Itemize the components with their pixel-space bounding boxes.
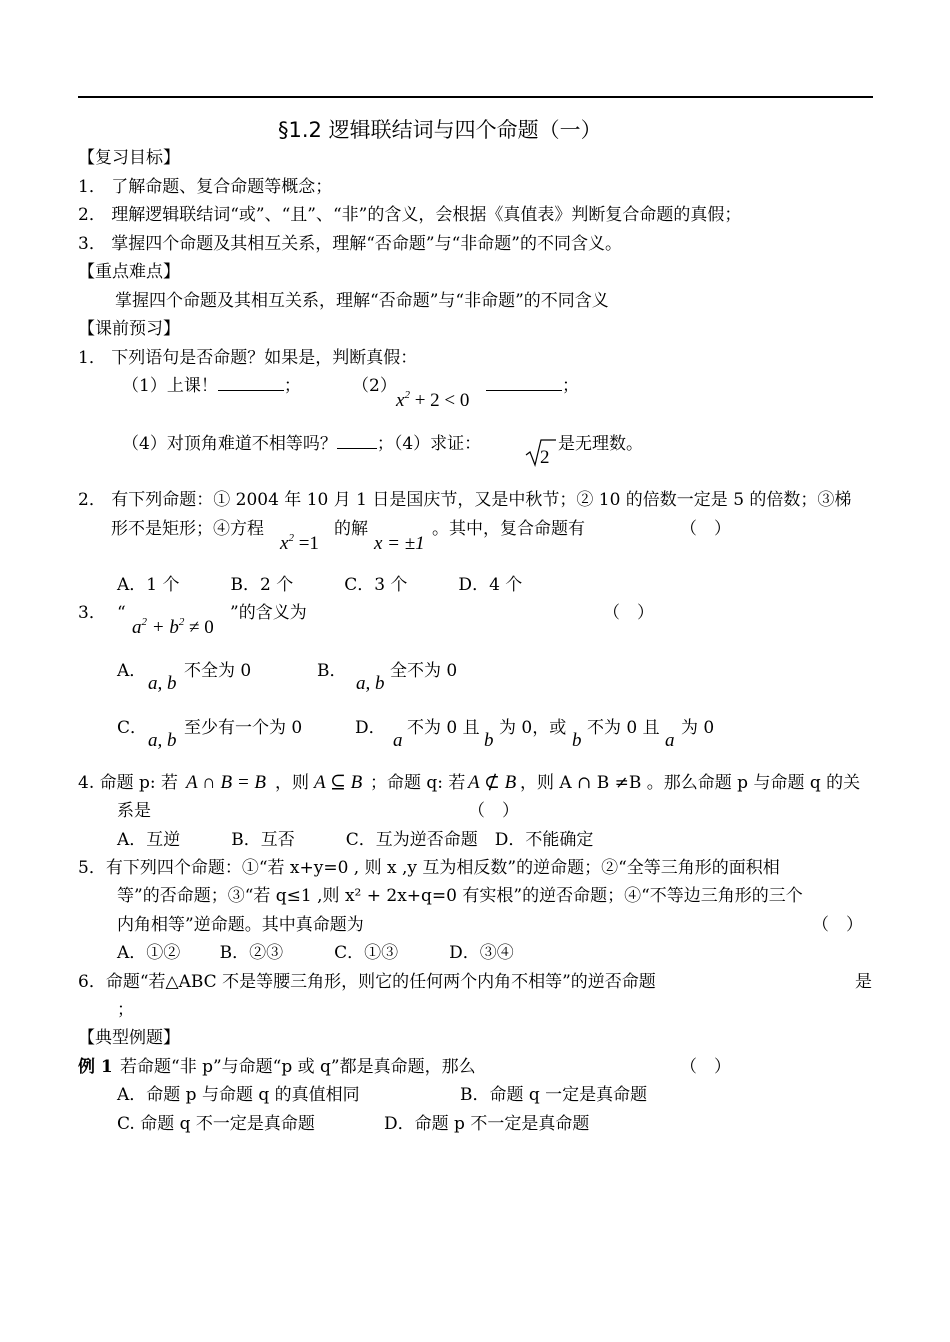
q3-option-d-var-b: b [484, 730, 494, 751]
q5-line1: 5．有下列四个命题：①“若 x+y=0 , 则 x ,y 互为相反数”的逆命题；②“全等三角形的面积相 [78, 858, 780, 878]
q3-option-c-math: a, b [148, 730, 177, 751]
answer-blank [337, 434, 377, 449]
q2-options: A．1 个 B．2 个 C．3 个 D．4 个 [117, 575, 523, 595]
q3-option-d-text4: 为 0 [681, 718, 715, 738]
q1-stem: 1． 下列语句是否命题？如果是，判断真假： [78, 348, 418, 368]
q2-line1: 2． 有下列命题：① 2004 年 10 月 1 日是国庆节，又是中秋节；② 10 的倍数一定是 5 的倍数；③梯 [78, 490, 852, 510]
answer-blank [218, 376, 284, 391]
q3-option-d-text1: 不为 0 且 [407, 718, 480, 738]
q2-line2a: 形不是矩形；④方程 [111, 519, 264, 539]
q4-answer-paren: （ ） [468, 801, 519, 821]
key-points-heading: 【重点难点】 [78, 262, 180, 282]
q4-line1b: ，则 [275, 773, 309, 793]
math-expression: + 2 < 0 [409, 390, 470, 411]
key-points-text: 掌握四个命题及其相互关系，理解“否命题”与“非命题”的不同含义 [115, 291, 609, 311]
q3-math [132, 617, 214, 639]
example-1-label: 例 1 [78, 1057, 113, 1077]
q3-option-d-label: D． [355, 718, 386, 738]
example-1-option-c: C. 命题 q 不一定是真命题 [117, 1114, 315, 1134]
q6-line2: ； [117, 1000, 134, 1020]
q1-part2-label: （2） [352, 376, 397, 396]
q4-line1c: ；命题 q: 若 [370, 773, 466, 793]
q5-answer-paren: （ ） [812, 915, 863, 935]
q4-line1d: ，则 A ∩ B ≠B 。那么命题 p 与命题 q 的关 [520, 773, 861, 793]
q1-part4-label: ；（4）求证： [376, 434, 482, 454]
review-goal-2: 2． 理解逻辑联结词“或”、“且”、“非”的含义，会根据《真值表》判断复合命题的真假； [78, 205, 742, 225]
q2-line2b: 的解 [334, 519, 368, 539]
answer-blank [486, 376, 562, 391]
q1-part1-end: ； [283, 376, 301, 396]
q3-option-c-label: C． [117, 718, 148, 738]
review-goal-1: 1． 了解命题、复合命题等概念； [78, 177, 333, 197]
math-var-a: a [132, 617, 142, 638]
q1-part2-end: ； [562, 376, 579, 396]
q3-option-d-var-a: a [393, 730, 403, 751]
q1-part3 [122, 433, 481, 455]
q3-option-d-text2: 为 0，或 [499, 718, 567, 738]
math-var-b: + b [147, 617, 179, 638]
q4-line2: 系是 [117, 801, 151, 821]
q4-line1a: 4. 命题 p: 若 [78, 773, 179, 793]
q3-option-b-math: a, b [356, 673, 385, 694]
q1-part1-label: （1）上课！ [122, 376, 218, 396]
q3-number: 3． [78, 603, 106, 623]
example-1-option-d: D．命题 p 不一定是真命题 [384, 1114, 590, 1134]
math-expression: ≠ 0 [184, 617, 214, 638]
math-exponent: 2 [141, 616, 147, 628]
q2-math2: x = ±1 [374, 533, 425, 554]
q1-part3-label: （4）对顶角难道不相等吗？ [122, 434, 337, 454]
math-exponent: 2 [178, 616, 185, 628]
q3-option-a-label: A． [117, 661, 147, 681]
example-1-answer-paren: （ ） [680, 1057, 731, 1077]
q2-line2c: 。其中，复合命题有 [432, 519, 585, 539]
math-var-x: x [396, 390, 405, 411]
q3-open-quote: “ [117, 603, 126, 623]
q1-part2-answer [486, 375, 579, 397]
example-1-option-a: A．命题 p 与命题 q 的真值相同 [117, 1085, 360, 1105]
q2-answer-paren: （ ） [680, 519, 731, 539]
q6-line1-end: 是 [855, 972, 872, 992]
q3-option-d-text3: 不为 0 且 [587, 718, 660, 738]
q1-part4-end: 是无理数。 [558, 434, 643, 454]
q3-stem: ”的含义为 [230, 603, 307, 623]
example-1-stem: 若命题“非 p”与命题“p 或 q”都是真命题，那么 [120, 1057, 476, 1077]
math-exponent: 2 [288, 532, 294, 544]
q3-option-a-math: a, b [148, 673, 177, 694]
q1-part1 [122, 375, 301, 397]
review-goal-3: 3． 掌握四个命题及其相互关系，理解“否命题”与“非命题”的不同含义。 [78, 234, 622, 254]
sqrt-radicand: 2 [540, 447, 550, 468]
q5-line2: 等”的否命题；③“若 q≤1 ,则 x² + 2x+q=0 有实根”的逆否命题；④“不等边三角形的三个 [117, 886, 803, 906]
q3-option-b-label: B． [317, 661, 347, 681]
q6-line1: 6．命题“若△ABC 不是等腰三角形，则它的任何两个内角不相等”的逆否命题 [78, 972, 656, 992]
q3-option-b-text: 全不为 0 [390, 661, 458, 681]
math-exponent: 2 [404, 389, 410, 401]
review-goals-heading: 【复习目标】 [78, 148, 180, 168]
q4-math2: A ⊆ B [314, 772, 363, 793]
examples-heading: 【典型例题】 [78, 1028, 180, 1048]
q4-math1: A ∩ B = B [186, 772, 267, 793]
q3-option-c-text: 至少有一个为 0 [184, 718, 303, 738]
q4-math3: A ⊄ B [468, 772, 517, 793]
q3-option-d-var-b2: b [572, 730, 582, 751]
q3-option-d-var-a2: a [665, 730, 675, 751]
page-title: §1.2 逻辑联结词与四个命题（一） [278, 118, 602, 142]
q4-options: A．互逆 B．互否 C．互为逆否命题 D．不能确定 [117, 830, 594, 850]
q3-option-a-text: 不全为 0 [184, 661, 252, 681]
example-1-option-b: B．命题 q 一定是真命题 [460, 1085, 648, 1105]
q2-math1 [280, 533, 319, 555]
math-expression: =1 [293, 533, 319, 554]
math-var-x: x [280, 533, 289, 554]
preview-heading: 【课前预习】 [78, 319, 180, 339]
q5-options: A．①② B．②③ C．①③ D．③④ [117, 943, 514, 963]
q3-answer-paren: （ ） [603, 603, 654, 623]
q1-part2-math [396, 390, 469, 412]
header-rule [78, 96, 873, 98]
q5-line3: 内角相等”逆命题。其中真命题为 [117, 915, 364, 935]
